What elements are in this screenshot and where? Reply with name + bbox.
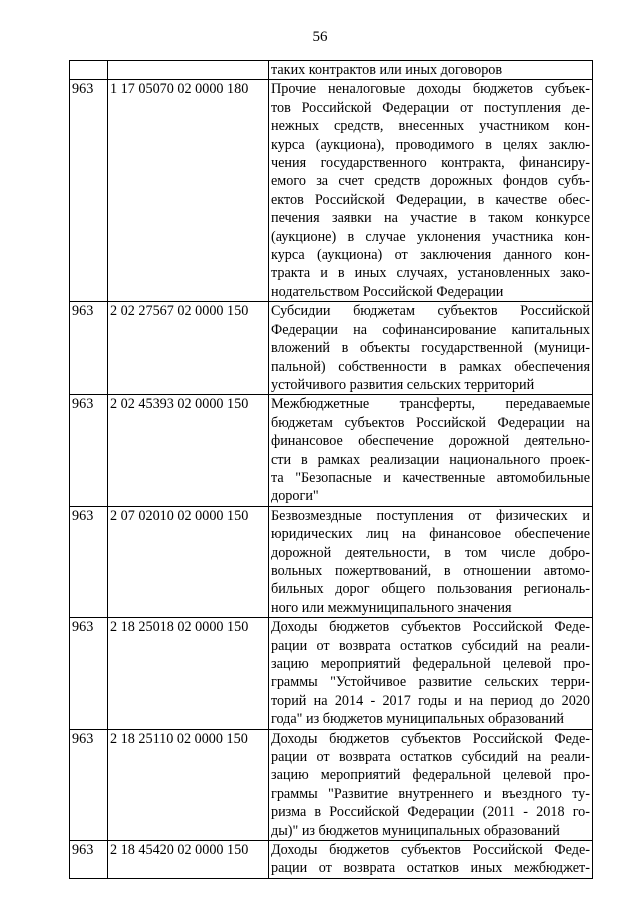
description-cell [269, 841, 593, 879]
table-row [70, 80, 593, 302]
admin-code-cell: 963 [70, 618, 108, 729]
description-line: ектов Российской Федерации, в качестве обес- [271, 191, 590, 208]
description-line: Федерации на софинансирование капитальных [271, 321, 590, 338]
description-line: Межбюджетные трансферты, передаваемые [271, 396, 590, 413]
admin-code-cell [70, 61, 108, 80]
table-row [70, 618, 593, 729]
budget-code-cell: 2 02 45393 02 0000 150 [108, 395, 269, 506]
budget-code-cell: 1 17 05070 02 0000 180 [108, 80, 269, 302]
budget-code-cell [108, 61, 269, 80]
table-row [70, 302, 593, 395]
description-line: Доходы бюджетов субъектов Российской Феде- [271, 619, 590, 636]
description-line: сти в рамках реализации национального проек- [271, 451, 590, 468]
page-number: 56 [312, 29, 328, 45]
description-line: нодательством Российской Федерации [271, 283, 504, 300]
description-line: бюджетам субъектов Российской Федерации на [271, 414, 590, 431]
budget-code-cell: 2 18 45420 02 0000 150 [108, 841, 269, 879]
description-line: устойчивого развития сельских территорий [271, 376, 535, 393]
description-line: бильных дорог общего пользования региональ- [271, 581, 590, 598]
description-cell [269, 80, 593, 302]
revenue-codes-table [69, 60, 593, 879]
description-line: зацию мероприятий федеральной целевой про- [271, 656, 590, 672]
table-body [70, 61, 593, 879]
admin-code-cell: 963 [70, 302, 108, 395]
description-cell [269, 302, 593, 395]
table-row [70, 841, 593, 879]
description-line: рации от возврата остатков иных межбюджет- [271, 860, 590, 877]
description-cell [269, 618, 593, 729]
description-line: тов Российской Федерации от поступления де- [271, 99, 590, 116]
description-line: та "Безопасные и качественные автомобильные [271, 469, 590, 486]
admin-code-cell: 963 [70, 395, 108, 506]
description-line: Субсидии бюджетам субъектов Российской [271, 303, 590, 320]
description-line: Доходы бюджетов субъектов Российской Феде- [271, 730, 590, 747]
description-line: вольных пожертвований, в отношении автомо- [271, 562, 590, 579]
admin-code-cell: 963 [70, 729, 108, 840]
description-line: Безвозмездные поступления от физических и [271, 507, 590, 524]
description-cell [269, 506, 593, 617]
description-line: ды)" из бюджетов муниципальных образований [271, 822, 560, 839]
description-line: юридических лиц на финансовое обеспечение [271, 526, 590, 543]
description-line: торий на 2014 - 2017 годы и на период до 2020 [271, 692, 590, 709]
table-row [70, 61, 593, 80]
description-line: таких контрактов или иных договоров [271, 62, 503, 78]
description-line: года" из бюджетов муниципальных образований [271, 711, 565, 728]
budget-code-cell: 2 02 27567 02 0000 150 [108, 302, 269, 395]
description-line: Доходы бюджетов субъектов Российской Феде- [271, 842, 590, 859]
description-line: зацию мероприятий федеральной целевой про- [271, 767, 590, 784]
description-line: курса (аукциона), проводимого в целях заклю- [271, 136, 590, 153]
budget-code-cell: 2 18 25018 02 0000 150 [108, 618, 269, 729]
description-line: ного или межмуниципального значения [271, 599, 512, 616]
description-line: емого за счет средств дорожных фондов субъ- [271, 173, 590, 190]
description-line: печения заявки на участие в таком конкурсе [271, 210, 590, 227]
description-line: вложений в объекты государственной (муници- [271, 340, 590, 357]
description-line: граммы "Развитие внутреннего и въездного ту- [271, 785, 590, 802]
description-cell [269, 61, 593, 80]
description-cell [269, 395, 593, 506]
admin-code-cell: 963 [70, 80, 108, 302]
description-line: финансовое обеспечение дорожной деятельно- [271, 433, 590, 450]
budget-code-cell: 2 18 25110 02 0000 150 [108, 729, 269, 840]
description-line: нежных средств, внесенных участником кон- [271, 118, 590, 135]
table-row [70, 506, 593, 617]
description-line: тракта и в иных случаях, установленных зако- [271, 265, 590, 282]
description-line: дорожной деятельности, в том числе добро- [271, 544, 590, 561]
description-line: Прочие неналоговые доходы бюджетов субъек- [271, 81, 590, 98]
table-row [70, 395, 593, 506]
description-line: дороги" [271, 488, 319, 505]
table-row [70, 729, 593, 840]
description-line: пальной) собственности в рамках обеспечения [271, 358, 590, 375]
description-line: ризма в Российской Федерации (2011 - 2018 го- [271, 804, 590, 821]
budget-code-cell: 2 07 02010 02 0000 150 [108, 506, 269, 617]
description-line: граммы "Устойчивое развитие сельских терри- [271, 674, 590, 691]
description-line: чения государственного контракта, финансиру- [271, 155, 590, 172]
description-line: рации от возврата остатков субсидий на реали- [271, 749, 590, 766]
description-line: рации от возврата остатков субсидий на реали- [271, 637, 590, 654]
admin-code-cell: 963 [70, 841, 108, 879]
description-line: курса (аукциона) от заключения данного кон- [271, 247, 590, 264]
admin-code-cell: 963 [70, 506, 108, 617]
description-cell [269, 729, 593, 840]
description-line: (аукционе) в случае уклонения участника кон- [271, 228, 590, 245]
